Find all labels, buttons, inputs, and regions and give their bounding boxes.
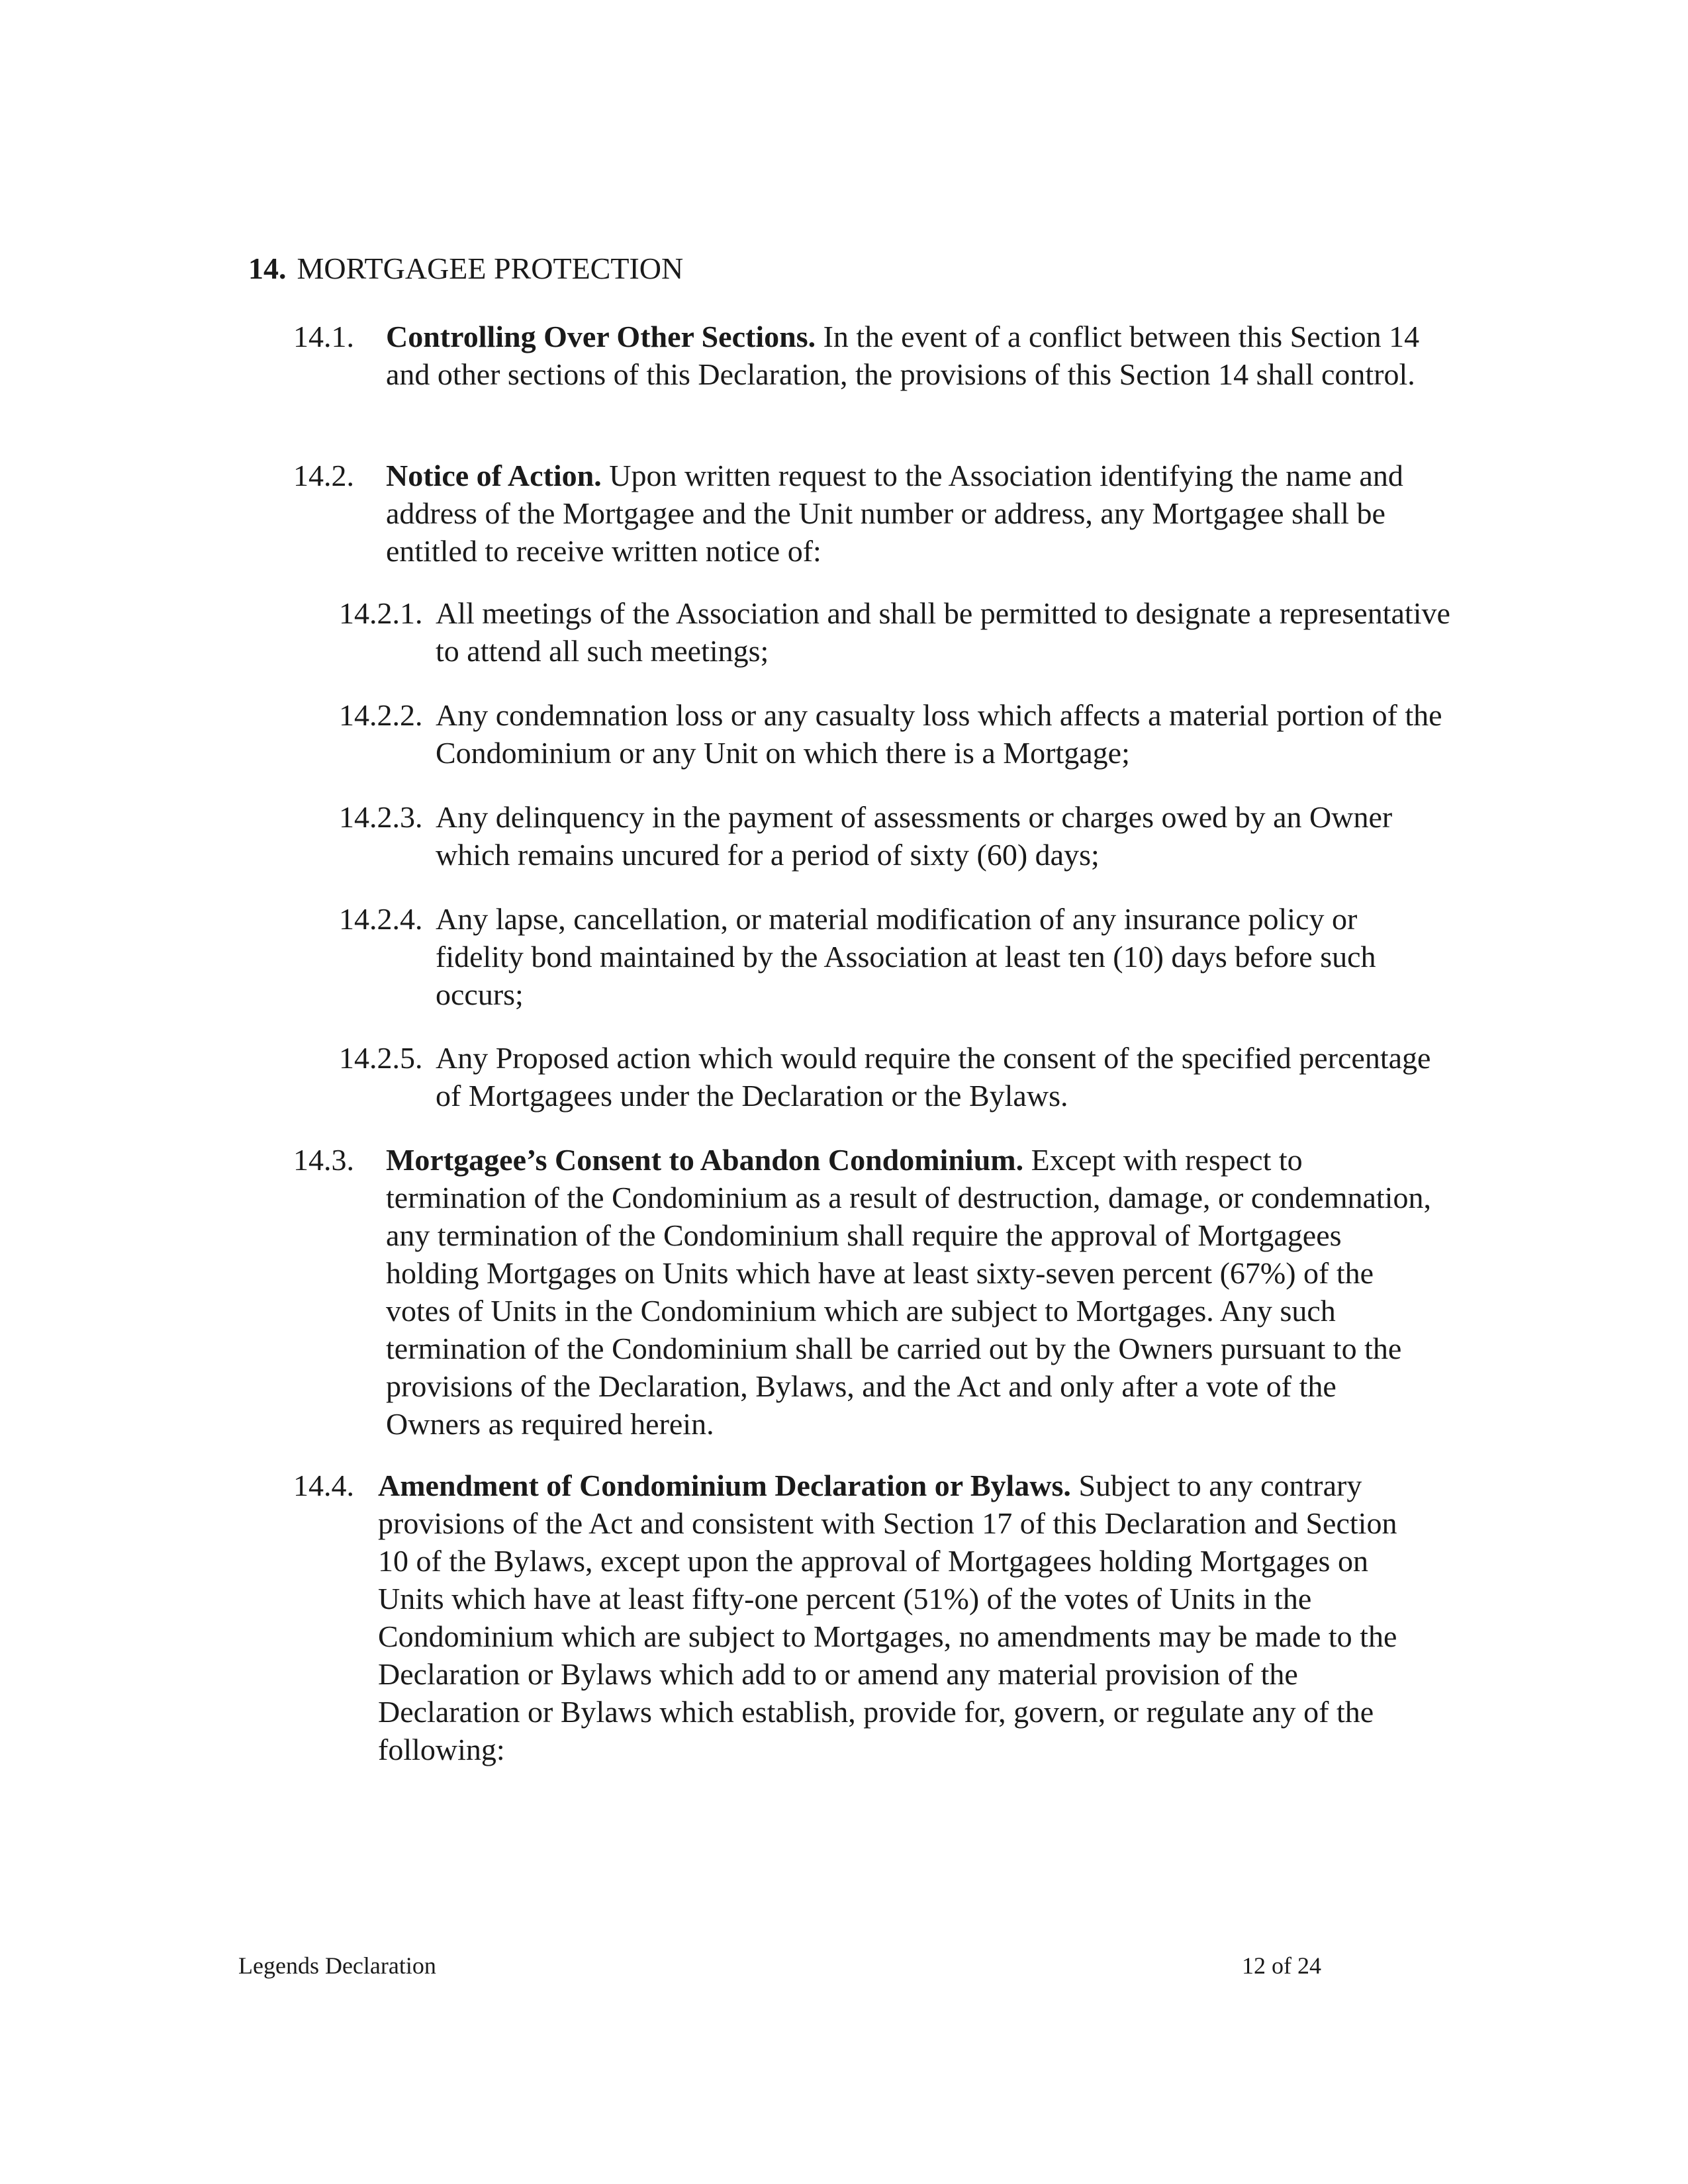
paragraph-14-3: [293, 1141, 1432, 1443]
paragraph-text: Upon written request to the Association identifying the name and address of the Mortgagee and the Unit number or address, any Mortgagee shall be entitled to receive written notice of:: [386, 459, 1403, 568]
subparagraph-number: 14.2.2.: [339, 698, 423, 732]
subparagraph-text: Any delinquency in the payment of assessments or charges owed by an Owner which remains uncured for a period of sixty (60) days;: [436, 800, 1393, 872]
subparagraph-text: All meetings of the Association and shall be permitted to designate a representative to attend all such meetings;: [436, 596, 1450, 668]
paragraph-number: 14.1.: [293, 320, 354, 353]
paragraph-text: In the event of a conflict between this Section 14 and other sections of this Declaration, the provisions of this Section 14 shall control.: [386, 320, 1420, 391]
paragraph-body: [386, 457, 1432, 570]
paragraph-body: [386, 318, 1432, 393]
subparagraph-14-2-2: [339, 696, 1451, 772]
paragraph-body: [378, 1467, 1432, 1768]
subparagraph-text: Any Proposed action which would require the consent of the specified percentage of Mortgagees under the Declaration or the Bylaws.: [436, 1041, 1431, 1113]
subparagraph-14-2-4: [339, 900, 1451, 1013]
footer-page-number: 12 of 24: [1242, 1952, 1321, 1979]
subparagraph-number: 14.2.5.: [339, 1041, 423, 1075]
paragraph-text: Subject to any contrary provisions of the Act and consistent with Section 17 of this Declaration and Section 10 of the Bylaws, except upon the approval of Mortgagees holding Mortgages on Units which have at least fifty-one percent (51%) of the votes of Units in the Condominium which are subject to Mortgages, no amendments may be made to the Declaration or Bylaws which add to or amend any material provision of the Declaration or Bylaws which establish, provide for, govern, or regulate any of the following:: [378, 1469, 1397, 1766]
paragraph-number: 14.3.: [293, 1143, 354, 1177]
subparagraph-14-2-5: [339, 1039, 1451, 1115]
subparagraph-number: 14.2.3.: [339, 800, 423, 834]
section-title: MORTGAGEE PROTECTION: [297, 251, 684, 285]
subparagraph-number: 14.2.1.: [339, 596, 423, 630]
section-number: 14.: [248, 251, 287, 285]
paragraph-number: 14.4.: [293, 1469, 354, 1502]
paragraph-14-1: [293, 318, 1432, 393]
subparagraph-number: 14.2.4.: [339, 902, 423, 936]
subparagraph-text: Any lapse, cancellation, or material modification of any insurance policy or fidelity bond maintained by the Association at least ten (10) days before such occurs;: [436, 902, 1376, 1011]
subparagraph-14-2-3: [339, 798, 1451, 874]
subparagraph-14-2-1: [339, 594, 1451, 670]
footer-document-title: Legends Declaration: [238, 1952, 436, 1979]
paragraph-14-2: [293, 457, 1432, 570]
paragraph-body: [386, 1141, 1432, 1443]
paragraph-title: Controlling Over Other Sections.: [386, 320, 816, 353]
paragraph-number: 14.2.: [293, 459, 354, 492]
paragraph-title: Notice of Action.: [386, 459, 602, 492]
paragraph-title: Mortgagee’s Consent to Abandon Condominium.: [386, 1143, 1024, 1177]
subparagraph-text: Any condemnation loss or any casualty loss which affects a material portion of the Condominium or any Unit on which there is a Mortgage;: [436, 698, 1442, 770]
paragraph-text: Except with respect to termination of the Condominium as a result of destruction, damage, or condemnation, any termination of the Condominium shall require the approval of Mortgagees holding Mortgages on Units which have at least sixty-seven percent (67%) of the votes of Units in the Condominium which are subject to Mortgages. Any such termination of the Condominium shall be carried out by the Owners pursuant to the provisions of the Declaration, Bylaws, and the Act and only after a vote of the Owners as required herein.: [386, 1143, 1431, 1441]
paragraph-14-4: [293, 1467, 1432, 1768]
paragraph-title: Amendment of Condominium Declaration or Bylaws.: [378, 1469, 1071, 1502]
section-heading: [248, 250, 683, 287]
